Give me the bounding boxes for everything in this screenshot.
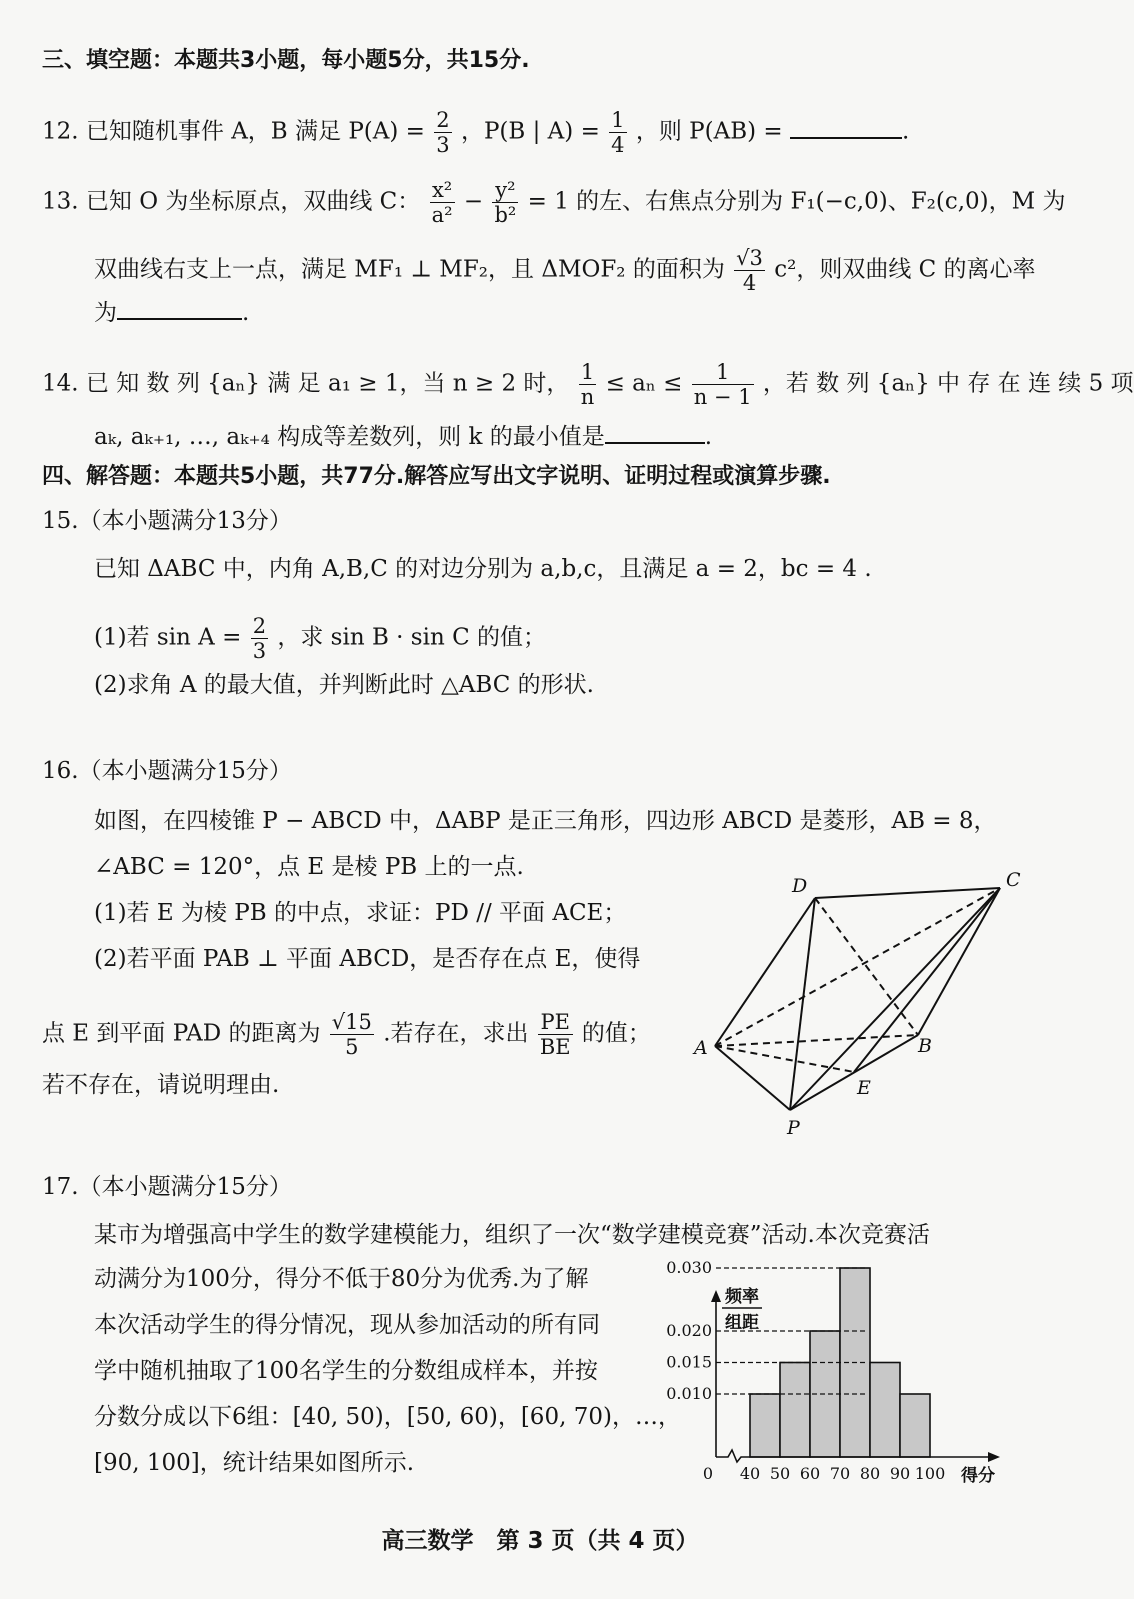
q13-fraction-y: $\frac{\text{y²}}{\text{b²}}$ — [494, 178, 517, 227]
q12-text-a: 已知随机事件 A，B 满足 P(A) = — [85, 118, 425, 145]
y-tick-label: 0.015 — [666, 1352, 712, 1372]
question-14-line-2 — [94, 420, 712, 452]
label-E: E — [857, 1077, 871, 1099]
q13-fraction-area: $\frac{√3}{4}$ — [736, 246, 763, 295]
q16-part-1: (1)若 E 为棱 PB 的中点，求证：PD // 平面 ACE； — [94, 900, 627, 926]
pyramid-figure — [690, 860, 1040, 1150]
q14-mid: ≤ aₙ ≤ — [605, 370, 683, 397]
q17-line-5: 分数分成以下6组：[40, 50)，[50, 60)，[60, 70)，…， — [94, 1404, 681, 1430]
q16-part-2-end: 若不存在，请说明理由. — [42, 1072, 280, 1098]
x-tick-label: 40 — [739, 1464, 761, 1483]
y-tick-label: 0.010 — [666, 1384, 712, 1403]
q13-fraction-x: $\frac{\text{x²}}{\text{a²}}$ — [431, 178, 453, 227]
q13-line3: 为 — [94, 300, 117, 326]
edge-DB — [815, 898, 918, 1035]
y-axis-arrow — [711, 1290, 721, 1302]
question-13-line-2 — [94, 246, 1036, 295]
frequency-histogram — [650, 1258, 1020, 1492]
edge-AB — [715, 1035, 918, 1046]
histogram-bar-80-90 — [870, 1363, 900, 1458]
section-3-heading: 三、填空题：本题共3小题，每小题5分，共15分. — [42, 48, 530, 73]
q17-line-4: 学中随机抽取了100名学生的分数组成样本，并按 — [94, 1358, 598, 1384]
q16-fraction-distance: $\frac{√15}{5}$ — [331, 1010, 372, 1059]
q14-fraction-1n: $\frac{1}{n}$ — [580, 360, 595, 409]
edge-DC — [815, 888, 1000, 898]
q17-header: 17.（本小题满分15分） — [42, 1174, 292, 1200]
q13-end: . — [242, 300, 250, 326]
x-axis-label: 得分 — [961, 1466, 995, 1486]
q14-line1-a: 已 知 数 列 {aₙ} 满 足 a₁ ≥ 1，当 n ≥ 2 时， — [85, 370, 570, 397]
q13-answer-blank[interactable] — [117, 296, 242, 320]
question-14-line-1 — [42, 360, 1134, 409]
q15-p1-b: ，求 sin B · sin C 的值； — [277, 624, 546, 651]
q14-fraction-1n-1: $\frac{1}{n - 1}$ — [693, 360, 752, 409]
edge-AP — [715, 1046, 790, 1110]
q12-fraction-pba: $\frac{1}{4}$ — [611, 108, 625, 157]
edge-BP — [790, 1035, 918, 1110]
x-axis-arrow — [988, 1452, 1000, 1462]
label-P: P — [787, 1117, 800, 1139]
q12-answer-blank[interactable] — [790, 115, 902, 139]
q13-line2-a: 双曲线右支上一点，满足 MF₁ ⊥ MF₂，且 ΔMOF₂ 的面积为 — [94, 256, 725, 283]
q14-answer-blank[interactable] — [605, 420, 705, 444]
q17-line-1: 某市为增强高中学生的数学建模能力，组织了一次“数学建模竞赛”活动.本次竞赛活 — [94, 1222, 930, 1248]
edge-AC — [715, 888, 1000, 1046]
q14-number: 14. — [42, 370, 79, 397]
label-A: A — [694, 1037, 708, 1059]
edge-AE — [715, 1046, 854, 1072]
q16-part-2-cont — [42, 1010, 651, 1059]
q15-p1-a: (1)若 sin A = — [94, 624, 242, 651]
histogram-bar-90-100 — [900, 1394, 930, 1457]
y-tick-label: 0.030 — [666, 1258, 712, 1277]
q17-line-6: [90, 100]，统计结果如图所示. — [94, 1450, 415, 1476]
q15-part-2: (2)求角 A 的最大值，并判断此时 △ABC 的形状. — [94, 672, 594, 698]
q15-part-1 — [94, 614, 546, 663]
x-tick-label: 50 — [769, 1464, 791, 1483]
edge-CP — [790, 888, 1000, 1110]
q17-line-3: 本次活动学生的得分情况，现从参加活动的所有同 — [94, 1312, 600, 1338]
section-4-heading: 四、解答题：本题共5小题，共77分.解答应写出文字说明、证明过程或演算步骤. — [42, 464, 831, 489]
q16-header: 16.（本小题满分15分） — [42, 758, 292, 784]
y-axis-label-top: 频率 — [725, 1287, 759, 1307]
histogram-bar-40-50 — [750, 1394, 780, 1457]
q13-minus: − — [463, 188, 484, 215]
q14-end: . — [704, 424, 713, 450]
x-tick-label: 60 — [799, 1464, 821, 1483]
q15-line-1: 已知 ΔABC 中，内角 A,B,C 的对边分别为 a,b,c，且满足 a = 2，bc = 4 . — [94, 556, 872, 582]
q15-fraction-sina: $\frac{2}{3}$ — [252, 614, 267, 663]
q14-line1-b: ，若 数 列 {aₙ} 中 存 在 连 续 5 项 — [762, 370, 1134, 397]
label-B: B — [918, 1035, 932, 1057]
q13-line1-b: = 1 的左、右焦点分别为 F₁(−c,0)、F₂(c,0)，M 为 — [527, 188, 1066, 215]
q13-number: 13. — [42, 188, 79, 215]
q12-number: 12. — [42, 118, 79, 145]
q12-end: . — [901, 118, 910, 145]
x-tick-label: 100 — [914, 1464, 946, 1483]
q16-p3-a: 点 E 到平面 PAD 的距离为 — [42, 1020, 321, 1047]
q16-p3-b: .若存在，求出 — [383, 1020, 529, 1047]
x-tick-label: 70 — [829, 1464, 851, 1483]
y-axis-label-bottom: 组距 — [725, 1313, 759, 1333]
q16-line-2: ∠ABC = 120°，点 E 是棱 PB 上的一点. — [94, 854, 524, 880]
x-tick-label: 90 — [889, 1464, 911, 1483]
q16-part-2: (2)若平面 PAB ⊥ 平面 ABCD，是否存在点 E，使得 — [94, 946, 641, 972]
x-tick-label: 0 — [702, 1464, 714, 1483]
label-D: D — [792, 875, 808, 897]
q13-line1-a: 已知 O 为坐标原点，双曲线 C： — [85, 188, 421, 215]
q12-fraction-pa: $\frac{2}{3}$ — [436, 108, 450, 157]
q12-text-b: ，P(B | A) = — [460, 118, 600, 145]
q14-line2: aₖ, aₖ₊₁, …, aₖ₊₄ 构成等差数列，则 k 的最小值是 — [94, 424, 605, 450]
q12-text-c: ，则 P(AB) = — [635, 118, 783, 145]
x-tick-label: 80 — [859, 1464, 881, 1483]
q16-p3-c: 的值； — [581, 1020, 651, 1047]
y-tick-label: 0.020 — [666, 1321, 712, 1340]
q15-header: 15.（本小题满分13分） — [42, 508, 292, 534]
question-13-line-1 — [42, 178, 1066, 227]
q13-line2-b: c²，则双曲线 C 的离心率 — [774, 256, 1036, 283]
page-footer: 高三数学 第 3 页（共 4 页） — [381, 1528, 699, 1554]
question-12 — [42, 108, 909, 157]
q17-line-2: 动满分为100分，得分不低于80分为优秀.为了解 — [94, 1266, 589, 1292]
question-13-line-3 — [94, 296, 249, 328]
label-C: C — [1006, 869, 1021, 891]
histogram-bar-50-60 — [780, 1363, 810, 1458]
q16-fraction-ratio: $\frac{PE}{BE}$ — [539, 1010, 571, 1059]
q16-line-1: 如图，在四棱锥 P − ABCD 中，ΔABP 是正三角形，四边形 ABCD 是菱形，AB = 8， — [94, 808, 997, 834]
